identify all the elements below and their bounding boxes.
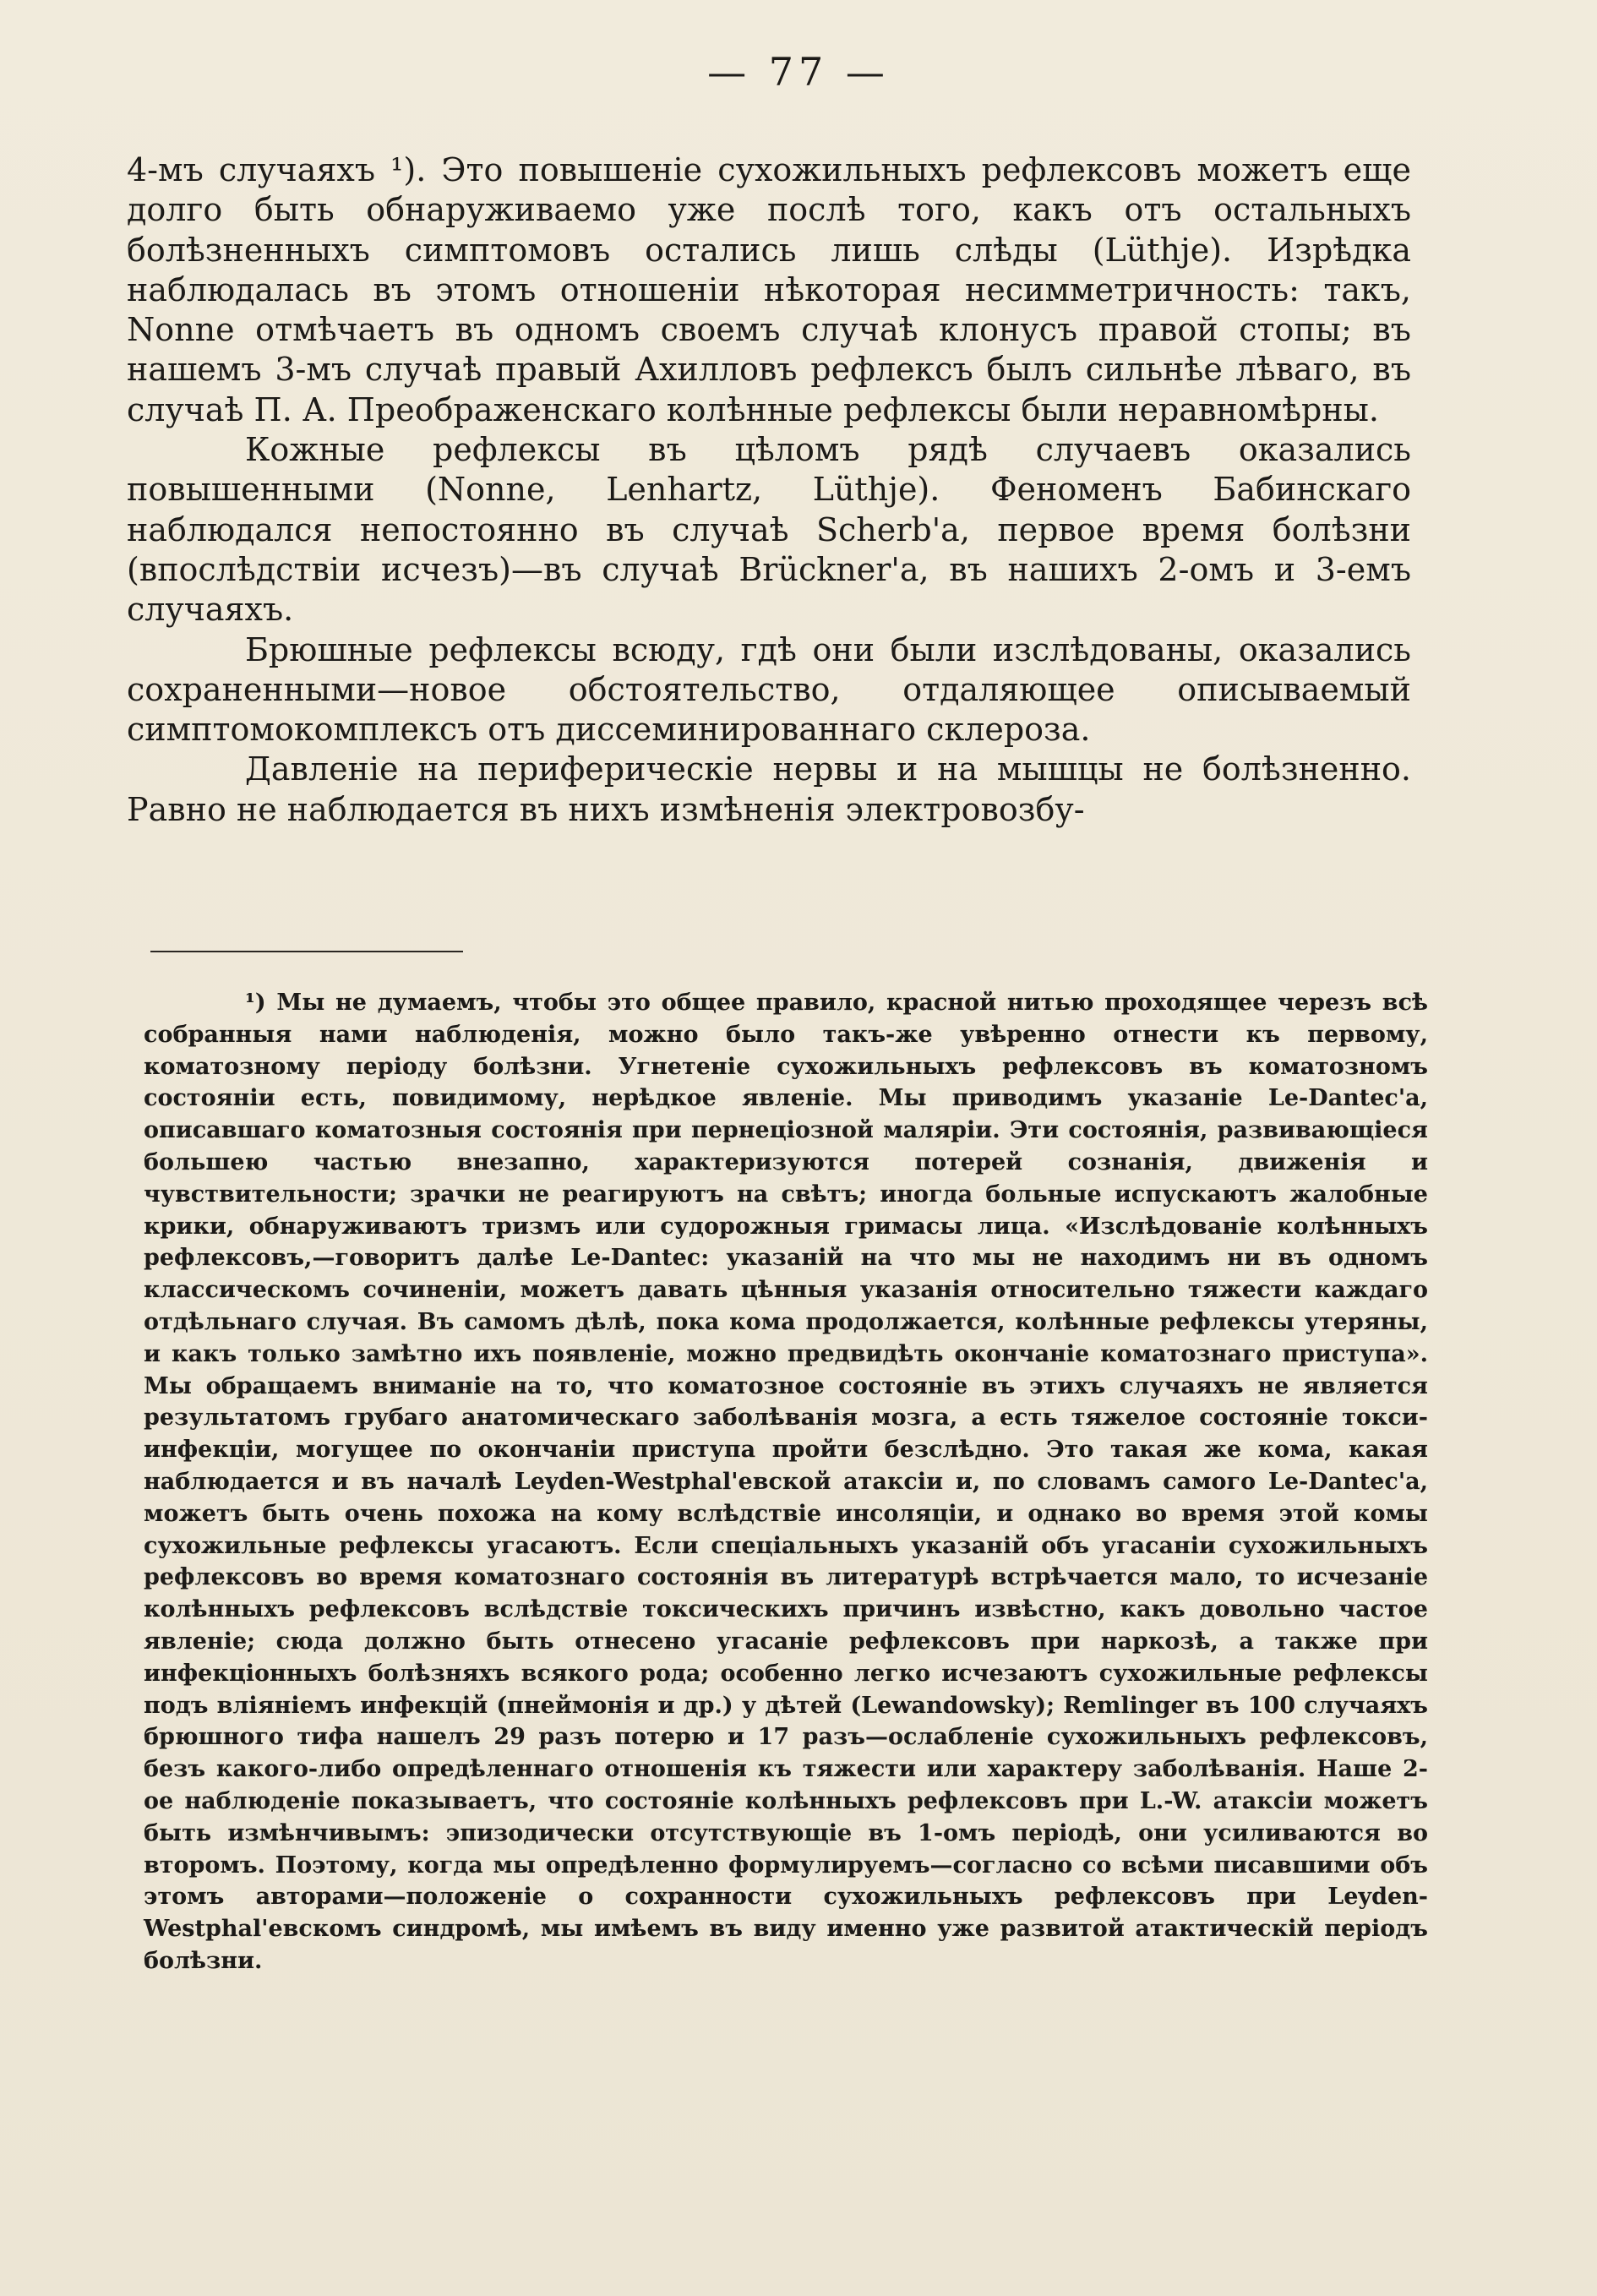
footnote-text: ¹) Мы не думаемъ, чтобы это общее правило, красной нитью проходящее черезъ всѣ собранныя нами наблюденія, можно было такъ-же увѣренно отнести къ первому, коматозному періоду болѣзни. Угнетеніе сухожильныхъ рефлексовъ въ коматозномъ состояніи есть, повидимому, нерѣдкое явленіе. Мы приводимъ указаніе Le-Dantec'а, описавшаго коматозныя состоянія при пернеціозной маляріи. Эти состоянія, развивающіеся большею частью внезапно, характеризуются потерей сознанія, движенія и чувствительности; зрачки не реагируютъ на свѣтъ; иногда больные испускаютъ жалобные крики, обнаруживаютъ тризмъ или судорожныя гримасы лица. «Изслѣдованіе колѣнныхъ рефлексовъ,—говоритъ далѣе Le-Dantec: указаній на что мы не находимъ ни въ одномъ классическомъ сочиненіи, можетъ давать цѣнныя указанія относительно тяжести каждаго отдѣльнаго случая. Въ самомъ дѣлѣ, пока кома продолжается, колѣнные рефлексы утеряны, и какъ только замѣтно ихъ появленіе, можно предвидѣть окончаніе коматознаго приступа». Мы обращаемъ вниманіе на то, что коматозное состояніе въ этихъ случаяхъ не является результатомъ грубаго анатомическаго заболѣванія мозга, а есть тяжелое состояніе токси-инфекціи, могущее по окончаніи приступа пройти безслѣдно. Это такая же кома, какая наблюдается и въ началѣ Leyden-Westphal'евской атаксіи и, по словамъ самого Le-Dantec'а, можетъ быть очень похожа на кому вслѣдствіе инсоляціи, и однако во время этой комы сухожильные рефлексы угасаютъ. Если спеціальныхъ указаній объ угасаніи сухожильныхъ рефлексовъ во время коматознаго состоянія въ литературѣ встрѣчается мало, то исчезаніе колѣнныхъ рефлексовъ вслѣдствіе токсическихъ причинъ извѣстно, какъ довольно частое явленіе; сюда должно быть отнесено угасаніе рефлексовъ при наркозѣ, а также при инфекціонныхъ болѣзняхъ всякого рода; особенно легко исчезаютъ сухожильные рефлексы подъ вліяніемъ инфекцій (пнеймонія и др.) у дѣтей (Lewandowsky); Remlinger въ 100 случаяхъ брюшного тифа нашелъ 29 разъ потерю и 17 разъ—ослабленіе сухожильныхъ рефлексовъ, безъ какого-либо опредѣленнаго отношенія къ тяжести или характеру заболѣванія. Наше 2-ое наблюденіе показываетъ, что состояніе колѣнныхъ рефлексовъ при L.-W. атаксіи можетъ быть измѣнчивымъ: эпизодически отсутствующіе въ 1-омъ періодѣ, они усиливаются во второмъ. Поэтому, когда мы опредѣленно формулируемъ—согласно со всѣми писавшими объ этомъ авторами—положеніе о сохранности сухожильныхъ рефлексовъ при Leyden-Westphal'евскомъ синдромѣ, мы имѣемъ въ виду именно уже развитой атактическій періодъ болѣзни. (144, 990, 1428, 1974)
paragraph-3: Брюшные рефлексы всюду, гдѣ они были изслѣдованы, оказались сохраненными—новое обстоятельство, отдаляющее описываемый симптомокомплексъ отъ диссеминированнаго склероза. (127, 630, 1411, 749)
paragraph-2: Кожные рефлексы въ цѣломъ рядѣ случаевъ оказались повышенными (Nonne, Lenhartz, Lüthje). Феноменъ Бабинскаго наблюдался непостоянно въ случаѣ Scherb'а, первое время болѣзни (впослѣдствіи исчезъ)—въ случаѣ Brückner'а, въ нашихъ 2-омъ и 3-емъ случаяхъ. (127, 431, 1411, 629)
page-number: — 77 — (707, 49, 890, 95)
paragraph-1: 4-мъ случаяхъ ¹). Это повышеніе сухожильныхъ рефлексовъ можетъ еще долго быть обнаруживаемо уже послѣ того, какъ отъ остальныхъ болѣзненныхъ симптомовъ остались лишь слѣды (Lüthje). Изрѣдка наблюдалась въ этомъ отношеніи нѣкоторая несимметричность: такъ, Nonne отмѣчаетъ въ одномъ своемъ случаѣ клонусъ правой стопы; въ нашемъ 3-мъ случаѣ правый Ахилловъ рефлексъ былъ сильнѣе лѣваго, въ случаѣ П. А. Преображенскаго колѣнные рефлексы были неравномѣрны. (127, 151, 1411, 428)
footnote (144, 987, 1428, 1977)
paragraph-4: Давленіе на периферическіе нервы и на мышцы не болѣзненно. Равно не наблюдается въ нихъ измѣненія электровозбу- (127, 750, 1411, 828)
footnote-divider (150, 951, 463, 952)
main-text (127, 150, 1411, 830)
